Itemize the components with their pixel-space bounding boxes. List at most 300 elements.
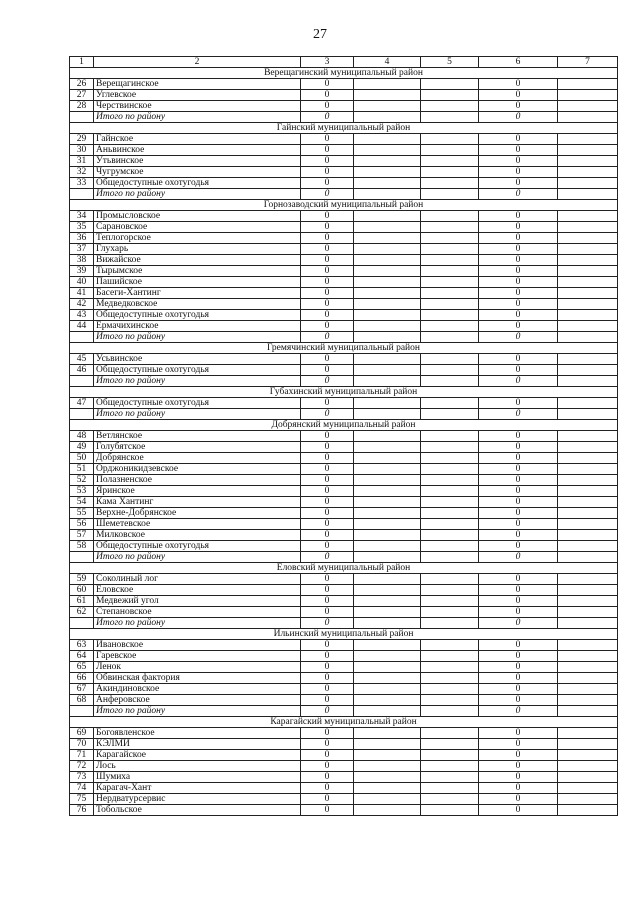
col-7-value — [558, 277, 618, 288]
col-4-value — [354, 244, 421, 255]
district-total-row — [70, 376, 618, 387]
total-col-5 — [421, 618, 479, 629]
col-6-value: 0 — [479, 805, 558, 816]
table-body — [70, 57, 618, 816]
district-header-row — [70, 123, 618, 134]
total-col-3: 0 — [301, 112, 354, 123]
total-col-3: 0 — [301, 618, 354, 629]
hunting-ground-name: Полазненское — [94, 475, 301, 486]
hunting-ground-name: Еловское — [94, 585, 301, 596]
col-6-value: 0 — [479, 585, 558, 596]
col-7-value — [558, 607, 618, 618]
col-4-value — [354, 530, 421, 541]
table-row — [70, 167, 618, 178]
col-3-value: 0 — [301, 233, 354, 244]
col-5-value — [421, 90, 479, 101]
col-5-value — [421, 783, 479, 794]
district-name: Карагайский муниципальный район — [70, 717, 618, 728]
col-6-value: 0 — [479, 651, 558, 662]
hunting-ground-name: Ленок — [94, 662, 301, 673]
col-5-value — [421, 365, 479, 376]
total-col-7 — [558, 552, 618, 563]
hunting-ground-name: Аньвинское — [94, 145, 301, 156]
district-total-row — [70, 552, 618, 563]
col-3-value: 0 — [301, 673, 354, 684]
col-6-value: 0 — [479, 431, 558, 442]
col-7-value — [558, 145, 618, 156]
table-row — [70, 750, 618, 761]
col-7-value — [558, 431, 618, 442]
hunting-ground-name: Общедоступные охотугодья — [94, 178, 301, 189]
col-3-value: 0 — [301, 497, 354, 508]
col-7-value — [558, 233, 618, 244]
hunting-ground-name: Верхне-Добрянское — [94, 508, 301, 519]
col-4-value — [354, 288, 421, 299]
col-5-value — [421, 574, 479, 585]
row-number: 28 — [70, 101, 94, 112]
col-6-value: 0 — [479, 607, 558, 618]
table-row — [70, 233, 618, 244]
col-3-value: 0 — [301, 79, 354, 90]
col-4-value — [354, 211, 421, 222]
col-6-value: 0 — [479, 475, 558, 486]
col-5-value — [421, 277, 479, 288]
col-4-value — [354, 178, 421, 189]
total-label: Итого по району — [94, 552, 301, 563]
table-row — [70, 486, 618, 497]
col-5-value — [421, 651, 479, 662]
col-7-value — [558, 662, 618, 673]
col-7-value — [558, 299, 618, 310]
col-3-value: 0 — [301, 783, 354, 794]
row-number — [70, 618, 94, 629]
hunting-ground-name: КЭЛМИ — [94, 739, 301, 750]
column-header-2: 2 — [94, 57, 301, 68]
col-5-value — [421, 519, 479, 530]
col-5-value — [421, 497, 479, 508]
col-6-value: 0 — [479, 266, 558, 277]
row-number: 58 — [70, 541, 94, 552]
col-5-value — [421, 233, 479, 244]
hunting-ground-name: Шумиха — [94, 772, 301, 783]
col-7-value — [558, 783, 618, 794]
col-3-value: 0 — [301, 761, 354, 772]
total-label: Итого по району — [94, 332, 301, 343]
row-number: 44 — [70, 321, 94, 332]
col-6-value: 0 — [479, 794, 558, 805]
col-4-value — [354, 684, 421, 695]
col-3-value: 0 — [301, 684, 354, 695]
col-3-value: 0 — [301, 530, 354, 541]
table-row — [70, 607, 618, 618]
col-6-value: 0 — [479, 772, 558, 783]
total-label: Итого по району — [94, 706, 301, 717]
col-5-value — [421, 244, 479, 255]
col-5-value — [421, 607, 479, 618]
total-col-6: 0 — [479, 552, 558, 563]
col-3-value: 0 — [301, 178, 354, 189]
hunting-ground-name: Гаревское — [94, 651, 301, 662]
district-header-row — [70, 420, 618, 431]
col-6-value: 0 — [479, 673, 558, 684]
col-4-value — [354, 574, 421, 585]
col-4-value — [354, 486, 421, 497]
col-5-value — [421, 805, 479, 816]
col-6-value: 0 — [479, 145, 558, 156]
col-4-value — [354, 255, 421, 266]
table-row — [70, 266, 618, 277]
col-4-value — [354, 79, 421, 90]
col-3-value: 0 — [301, 805, 354, 816]
col-7-value — [558, 519, 618, 530]
col-5-value — [421, 640, 479, 651]
col-7-value — [558, 134, 618, 145]
col-4-value — [354, 156, 421, 167]
col-7-value — [558, 728, 618, 739]
col-4-value — [354, 299, 421, 310]
col-5-value — [421, 431, 479, 442]
col-5-value — [421, 134, 479, 145]
row-number: 56 — [70, 519, 94, 530]
row-number: 66 — [70, 673, 94, 684]
row-number: 40 — [70, 277, 94, 288]
column-header-3: 3 — [301, 57, 354, 68]
row-number: 47 — [70, 398, 94, 409]
row-number — [70, 332, 94, 343]
row-number: 32 — [70, 167, 94, 178]
col-5-value — [421, 695, 479, 706]
col-7-value — [558, 255, 618, 266]
hunting-ground-name: Чугрумское — [94, 167, 301, 178]
col-6-value: 0 — [479, 519, 558, 530]
row-number: 39 — [70, 266, 94, 277]
row-number: 49 — [70, 442, 94, 453]
col-7-value — [558, 805, 618, 816]
table-row — [70, 222, 618, 233]
row-number: 68 — [70, 695, 94, 706]
district-header-row — [70, 387, 618, 398]
row-number: 55 — [70, 508, 94, 519]
row-number — [70, 706, 94, 717]
row-number: 42 — [70, 299, 94, 310]
col-5-value — [421, 398, 479, 409]
col-7-value — [558, 695, 618, 706]
table-row — [70, 695, 618, 706]
total-col-5 — [421, 332, 479, 343]
total-col-7 — [558, 706, 618, 717]
col-7-value — [558, 222, 618, 233]
row-number: 61 — [70, 596, 94, 607]
hunting-ground-name: Добрянское — [94, 453, 301, 464]
row-number — [70, 552, 94, 563]
total-col-5 — [421, 409, 479, 420]
table-row — [70, 541, 618, 552]
hunting-ground-name: Обвинская фактория — [94, 673, 301, 684]
table-row — [70, 398, 618, 409]
col-7-value — [558, 178, 618, 189]
hunting-ground-name: Вижайское — [94, 255, 301, 266]
col-7-value — [558, 794, 618, 805]
col-7-value — [558, 453, 618, 464]
total-label: Итого по району — [94, 112, 301, 123]
hunting-ground-name: Медведковское — [94, 299, 301, 310]
hunting-ground-name: Гайнское — [94, 134, 301, 145]
col-3-value: 0 — [301, 167, 354, 178]
total-col-3: 0 — [301, 189, 354, 200]
col-6-value: 0 — [479, 508, 558, 519]
col-3-value: 0 — [301, 640, 354, 651]
total-col-4 — [354, 189, 421, 200]
hunting-ground-name: Глухарь — [94, 244, 301, 255]
hunting-ground-name: Ермачихинское — [94, 321, 301, 332]
table-row — [70, 101, 618, 112]
table-row — [70, 728, 618, 739]
hunting-ground-name: Ивановское — [94, 640, 301, 651]
total-col-5 — [421, 376, 479, 387]
row-number: 48 — [70, 431, 94, 442]
table-row — [70, 761, 618, 772]
col-4-value — [354, 739, 421, 750]
total-col-4 — [354, 376, 421, 387]
col-7-value — [558, 475, 618, 486]
col-7-value — [558, 684, 618, 695]
col-3-value: 0 — [301, 596, 354, 607]
table-row — [70, 178, 618, 189]
table-row — [70, 574, 618, 585]
row-number: 46 — [70, 365, 94, 376]
total-label: Итого по району — [94, 409, 301, 420]
col-6-value: 0 — [479, 90, 558, 101]
col-6-value: 0 — [479, 596, 558, 607]
col-6-value: 0 — [479, 497, 558, 508]
table-row — [70, 651, 618, 662]
col-4-value — [354, 662, 421, 673]
col-7-value — [558, 596, 618, 607]
col-7-value — [558, 574, 618, 585]
hunting-ground-name: Соколиный лог — [94, 574, 301, 585]
total-col-7 — [558, 376, 618, 387]
table-row — [70, 662, 618, 673]
col-5-value — [421, 508, 479, 519]
total-col-6: 0 — [479, 409, 558, 420]
col-4-value — [354, 167, 421, 178]
col-5-value — [421, 156, 479, 167]
table-row — [70, 772, 618, 783]
district-total-row — [70, 409, 618, 420]
col-6-value: 0 — [479, 541, 558, 552]
col-3-value: 0 — [301, 651, 354, 662]
col-5-value — [421, 321, 479, 332]
col-6-value: 0 — [479, 354, 558, 365]
table-row — [70, 244, 618, 255]
hunting-ground-name: Яринское — [94, 486, 301, 497]
row-number — [70, 409, 94, 420]
col-6-value: 0 — [479, 167, 558, 178]
col-3-value: 0 — [301, 398, 354, 409]
col-7-value — [558, 398, 618, 409]
col-4-value — [354, 145, 421, 156]
hunting-ground-name: Басеги-Хантинг — [94, 288, 301, 299]
hunting-ground-name: Общедоступные охотугодья — [94, 365, 301, 376]
table-row — [70, 783, 618, 794]
table-row — [70, 475, 618, 486]
hunting-ground-name: Теплогорское — [94, 233, 301, 244]
col-6-value: 0 — [479, 739, 558, 750]
district-total-row — [70, 618, 618, 629]
total-col-4 — [354, 409, 421, 420]
col-3-value: 0 — [301, 299, 354, 310]
table-row — [70, 299, 618, 310]
district-header-row — [70, 343, 618, 354]
row-number: 27 — [70, 90, 94, 101]
row-number: 67 — [70, 684, 94, 695]
col-4-value — [354, 783, 421, 794]
total-col-4 — [354, 112, 421, 123]
total-col-3: 0 — [301, 706, 354, 717]
row-number: 34 — [70, 211, 94, 222]
col-6-value: 0 — [479, 299, 558, 310]
hunting-ground-name: Богоявленское — [94, 728, 301, 739]
col-3-value: 0 — [301, 134, 354, 145]
col-6-value: 0 — [479, 321, 558, 332]
col-3-value: 0 — [301, 662, 354, 673]
hunting-ground-name: Карагайское — [94, 750, 301, 761]
total-col-4 — [354, 332, 421, 343]
col-7-value — [558, 266, 618, 277]
row-number: 64 — [70, 651, 94, 662]
table-row — [70, 508, 618, 519]
col-6-value: 0 — [479, 222, 558, 233]
row-number — [70, 112, 94, 123]
col-5-value — [421, 453, 479, 464]
col-7-value — [558, 244, 618, 255]
table-row — [70, 354, 618, 365]
total-col-4 — [354, 618, 421, 629]
col-6-value: 0 — [479, 728, 558, 739]
col-4-value — [354, 805, 421, 816]
table-row — [70, 673, 618, 684]
page-number: 27 — [313, 27, 327, 42]
col-5-value — [421, 299, 479, 310]
hunting-ground-name: Сарановское — [94, 222, 301, 233]
table-row — [70, 585, 618, 596]
col-6-value: 0 — [479, 464, 558, 475]
col-4-value — [354, 497, 421, 508]
col-4-value — [354, 431, 421, 442]
col-6-value: 0 — [479, 442, 558, 453]
col-5-value — [421, 728, 479, 739]
row-number: 51 — [70, 464, 94, 475]
col-4-value — [354, 607, 421, 618]
district-name: Еловский муниципальный район — [70, 563, 618, 574]
col-3-value: 0 — [301, 772, 354, 783]
row-number: 53 — [70, 486, 94, 497]
col-7-value — [558, 211, 618, 222]
hunting-ground-name: Утьвинское — [94, 156, 301, 167]
col-5-value — [421, 772, 479, 783]
col-4-value — [354, 772, 421, 783]
total-col-6: 0 — [479, 376, 558, 387]
row-number: 57 — [70, 530, 94, 541]
row-number: 65 — [70, 662, 94, 673]
col-3-value: 0 — [301, 90, 354, 101]
total-col-5 — [421, 552, 479, 563]
district-header-row — [70, 200, 618, 211]
table-row — [70, 442, 618, 453]
row-number: 52 — [70, 475, 94, 486]
row-number: 43 — [70, 310, 94, 321]
total-col-5 — [421, 112, 479, 123]
col-4-value — [354, 695, 421, 706]
hunting-ground-name: Общедоступные охотугодья — [94, 310, 301, 321]
col-3-value: 0 — [301, 794, 354, 805]
col-5-value — [421, 222, 479, 233]
table-row — [70, 640, 618, 651]
table-row — [70, 519, 618, 530]
table-row — [70, 464, 618, 475]
col-4-value — [354, 266, 421, 277]
col-3-value: 0 — [301, 739, 354, 750]
col-3-value: 0 — [301, 255, 354, 266]
total-col-4 — [354, 706, 421, 717]
col-4-value — [354, 354, 421, 365]
row-number — [70, 189, 94, 200]
total-label: Итого по району — [94, 189, 301, 200]
table-row — [70, 79, 618, 90]
district-total-row — [70, 706, 618, 717]
total-col-7 — [558, 332, 618, 343]
col-3-value: 0 — [301, 354, 354, 365]
col-6-value: 0 — [479, 277, 558, 288]
row-number: 29 — [70, 134, 94, 145]
col-7-value — [558, 761, 618, 772]
row-number: 30 — [70, 145, 94, 156]
col-7-value — [558, 90, 618, 101]
col-3-value: 0 — [301, 486, 354, 497]
hunting-ground-name: Тырымское — [94, 266, 301, 277]
table-row — [70, 684, 618, 695]
row-number: 69 — [70, 728, 94, 739]
total-col-6: 0 — [479, 112, 558, 123]
row-number: 36 — [70, 233, 94, 244]
col-5-value — [421, 739, 479, 750]
col-7-value — [558, 772, 618, 783]
district-header-row — [70, 629, 618, 640]
col-3-value: 0 — [301, 321, 354, 332]
total-col-7 — [558, 409, 618, 420]
col-4-value — [354, 101, 421, 112]
table-row — [70, 794, 618, 805]
district-total-row — [70, 112, 618, 123]
col-6-value: 0 — [479, 156, 558, 167]
col-3-value: 0 — [301, 453, 354, 464]
hunting-ground-name: Верещагинское — [94, 79, 301, 90]
district-header-row — [70, 717, 618, 728]
hunting-ground-name: Медвежий угол — [94, 596, 301, 607]
table-row — [70, 211, 618, 222]
col-4-value — [354, 728, 421, 739]
col-6-value: 0 — [479, 398, 558, 409]
col-3-value: 0 — [301, 607, 354, 618]
col-3-value: 0 — [301, 310, 354, 321]
col-4-value — [354, 464, 421, 475]
col-3-value: 0 — [301, 431, 354, 442]
column-header-6: 6 — [479, 57, 558, 68]
col-6-value: 0 — [479, 288, 558, 299]
col-7-value — [558, 673, 618, 684]
total-col-5 — [421, 706, 479, 717]
row-number: 54 — [70, 497, 94, 508]
